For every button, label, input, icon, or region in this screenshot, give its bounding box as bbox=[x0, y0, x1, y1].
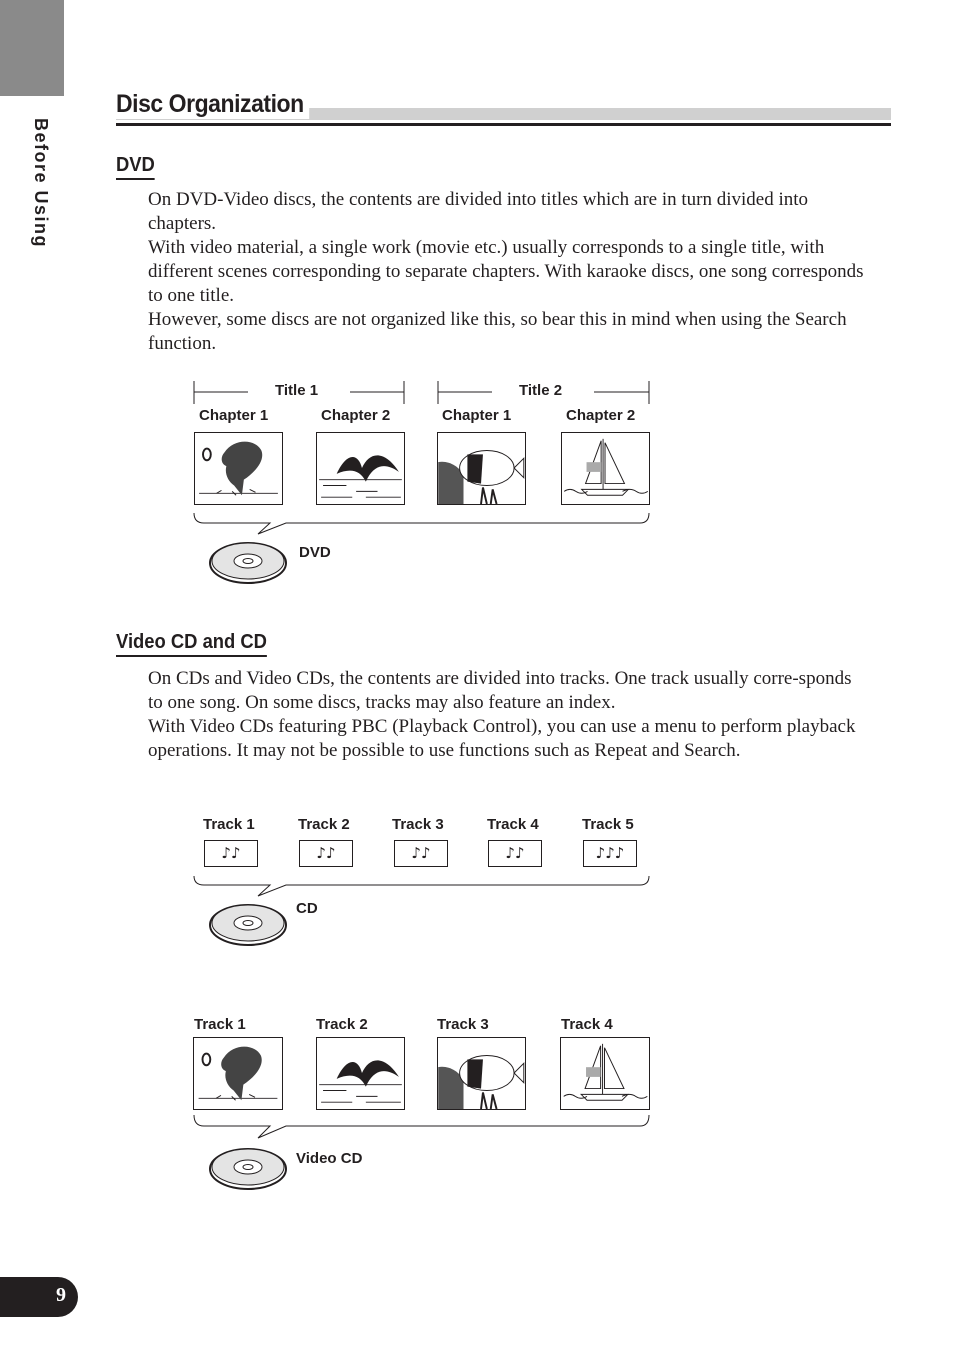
track-label: Track 2 bbox=[298, 816, 350, 833]
track-label: Track 2 bbox=[316, 1016, 368, 1033]
chapter-label: Chapter 1 bbox=[442, 407, 512, 424]
track-label: Track 4 bbox=[487, 816, 539, 833]
title-2-label: Title 2 bbox=[519, 382, 563, 399]
side-tab-label: Before Using bbox=[31, 118, 51, 249]
title-1-label: Title 1 bbox=[275, 382, 319, 399]
dvd-paragraph: On DVD-Video discs, the contents are divided into titles which are in turn divided into chapters. bbox=[148, 189, 809, 234]
music-note-icon: ♪♪ bbox=[488, 840, 542, 867]
cd-disc-label: CD bbox=[296, 900, 318, 917]
cd-paragraph: On CDs and Video CDs, the contents are divided into tracks. One track usually corre-sponds to one song. On some discs, tracks may also feature an index. bbox=[148, 668, 852, 713]
page-title: Disc Organization bbox=[116, 90, 309, 119]
video-cd-disc-icon bbox=[208, 1145, 288, 1191]
cd-paragraph: With Video CDs featuring PBC (Playback Control), you can use a menu to perform playback operations. It may not be possible to use functions such as Repeat and Search. bbox=[148, 716, 856, 761]
music-note-icon: ♪♪♪ bbox=[583, 840, 637, 867]
chapter-label: Chapter 1 bbox=[199, 407, 269, 424]
track-label: Track 3 bbox=[392, 816, 444, 833]
chapter-label: Chapter 2 bbox=[566, 407, 636, 424]
track-label: Track 1 bbox=[203, 816, 255, 833]
music-note-icon: ♪♪ bbox=[299, 840, 353, 867]
page-number-badge bbox=[0, 1277, 78, 1317]
dvd-disc-label: DVD bbox=[299, 544, 331, 561]
music-note-icon: ♪♪ bbox=[204, 840, 258, 867]
dvd-paragraph: With video material, a single work (movie etc.) usually corresponds to a single title, with different scenes corresponding to separate chapters. With karaoke discs, one song corresponds to one title. bbox=[148, 237, 864, 306]
track-label: Track 4 bbox=[561, 1016, 613, 1033]
chapter-label: Chapter 2 bbox=[321, 407, 391, 424]
music-note-icon: ♪♪ bbox=[394, 840, 448, 867]
dvd-heading: DVD bbox=[116, 154, 155, 180]
track-label: Track 1 bbox=[194, 1016, 246, 1033]
dvd-paragraph: However, some discs are not organized like this, so bear this in mind when using the Search function. bbox=[148, 309, 847, 354]
video-cd-disc-label: Video CD bbox=[296, 1150, 363, 1167]
page-number: 9 bbox=[56, 1284, 66, 1306]
track-label: Track 5 bbox=[582, 816, 634, 833]
video-cd-heading: Video CD and CD bbox=[116, 631, 267, 657]
track-label: Track 3 bbox=[437, 1016, 489, 1033]
